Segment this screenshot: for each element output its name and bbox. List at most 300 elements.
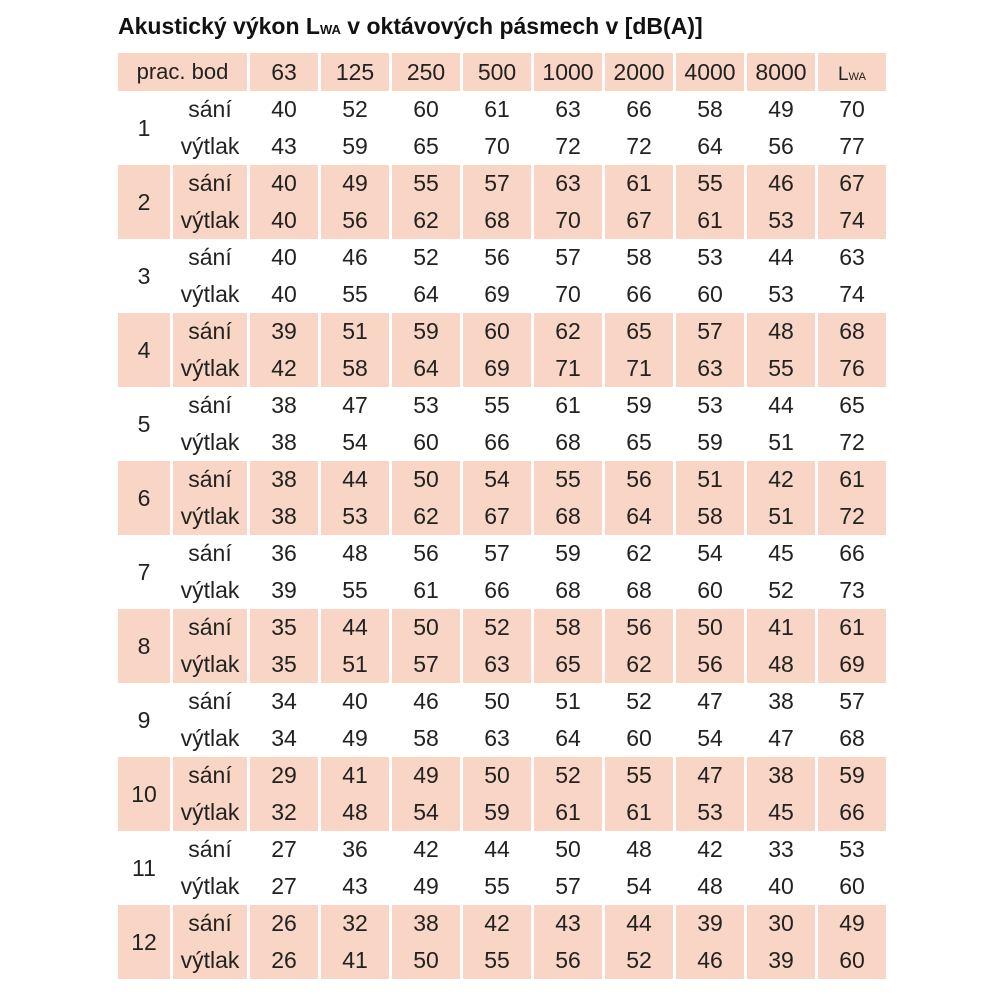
band-value-cell: 56 [676, 646, 744, 683]
band-value-cell: 60 [676, 276, 744, 313]
band-value-cell: 53 [676, 387, 744, 424]
band-value-cell: 55 [676, 165, 744, 202]
table-row [118, 905, 886, 942]
table-row [118, 276, 886, 313]
band-value-cell: 51 [676, 461, 744, 498]
band-value-cell: 27 [250, 831, 318, 868]
band-value-cell: 56 [392, 535, 460, 572]
point-group [118, 905, 886, 979]
header-band: 500 [463, 53, 531, 91]
total-value-cell: 66 [818, 794, 886, 831]
row-label-vytlak: výtlak [173, 128, 247, 165]
total-value-cell: 53 [818, 831, 886, 868]
band-value-cell: 45 [747, 794, 815, 831]
band-value-cell: 46 [321, 239, 389, 276]
band-value-cell: 48 [321, 535, 389, 572]
point-number: 9 [118, 683, 170, 757]
band-value-cell: 55 [392, 165, 460, 202]
band-value-cell: 56 [463, 239, 531, 276]
table-title [118, 6, 703, 46]
band-value-cell: 47 [321, 387, 389, 424]
band-value-cell: 56 [605, 609, 673, 646]
band-value-cell: 72 [605, 128, 673, 165]
band-value-cell: 57 [463, 535, 531, 572]
header-band: 4000 [676, 53, 744, 91]
band-value-cell: 61 [534, 387, 602, 424]
row-label-vytlak: výtlak [173, 942, 247, 979]
band-value-cell: 39 [250, 572, 318, 609]
total-value-cell: 72 [818, 424, 886, 461]
table-row [118, 165, 886, 202]
total-value-cell: 69 [818, 646, 886, 683]
band-value-cell: 38 [250, 424, 318, 461]
row-label-vytlak: výtlak [173, 424, 247, 461]
title-text: Akustický výkon L [118, 13, 320, 39]
band-value-cell: 68 [534, 572, 602, 609]
point-number: 10 [118, 757, 170, 831]
table-row [118, 239, 886, 276]
table-row [118, 794, 886, 831]
point-group [118, 757, 886, 831]
band-value-cell: 69 [463, 350, 531, 387]
row-label-vytlak: výtlak [173, 350, 247, 387]
point-group [118, 535, 886, 609]
band-value-cell: 55 [463, 387, 531, 424]
band-value-cell: 71 [605, 350, 673, 387]
header-band: 1000 [534, 53, 602, 91]
row-label-sani: sání [173, 239, 247, 276]
table-row [118, 424, 886, 461]
title-subscript: WA [319, 22, 341, 37]
band-value-cell: 41 [747, 609, 815, 646]
band-value-cell: 65 [605, 313, 673, 350]
band-value-cell: 70 [463, 128, 531, 165]
table-row [118, 868, 886, 905]
band-value-cell: 60 [463, 313, 531, 350]
point-group [118, 683, 886, 757]
band-value-cell: 50 [392, 461, 460, 498]
band-value-cell: 70 [534, 202, 602, 239]
total-value-cell: 72 [818, 498, 886, 535]
band-value-cell: 68 [605, 572, 673, 609]
band-value-cell: 43 [321, 868, 389, 905]
band-value-cell: 44 [747, 239, 815, 276]
band-value-cell: 58 [676, 498, 744, 535]
band-value-cell: 42 [463, 905, 531, 942]
band-value-cell: 47 [676, 683, 744, 720]
band-value-cell: 51 [321, 313, 389, 350]
table-row [118, 461, 886, 498]
band-value-cell: 63 [676, 350, 744, 387]
band-value-cell: 30 [747, 905, 815, 942]
row-label-sani: sání [173, 831, 247, 868]
band-value-cell: 40 [250, 276, 318, 313]
band-value-cell: 50 [534, 831, 602, 868]
band-value-cell: 43 [250, 128, 318, 165]
band-value-cell: 36 [250, 535, 318, 572]
band-value-cell: 34 [250, 720, 318, 757]
table-row [118, 831, 886, 868]
total-value-cell: 74 [818, 202, 886, 239]
row-label-vytlak: výtlak [173, 202, 247, 239]
band-value-cell: 40 [250, 202, 318, 239]
total-value-cell: 70 [818, 91, 886, 128]
band-value-cell: 60 [392, 91, 460, 128]
band-value-cell: 38 [747, 757, 815, 794]
band-value-cell: 65 [392, 128, 460, 165]
band-value-cell: 32 [250, 794, 318, 831]
point-number: 11 [118, 831, 170, 905]
header-row [118, 53, 886, 91]
band-value-cell: 55 [534, 461, 602, 498]
band-value-cell: 43 [534, 905, 602, 942]
total-value-cell: 65 [818, 387, 886, 424]
total-value-cell: 66 [818, 535, 886, 572]
band-value-cell: 54 [676, 535, 744, 572]
band-value-cell: 64 [605, 498, 673, 535]
band-value-cell: 59 [392, 313, 460, 350]
band-value-cell: 52 [392, 239, 460, 276]
band-value-cell: 66 [605, 91, 673, 128]
point-number: 12 [118, 905, 170, 979]
band-value-cell: 48 [605, 831, 673, 868]
point-group [118, 91, 886, 165]
header-total-sub: WA [848, 70, 866, 83]
table-row [118, 572, 886, 609]
band-value-cell: 59 [321, 128, 389, 165]
band-value-cell: 63 [534, 165, 602, 202]
band-value-cell: 60 [676, 572, 744, 609]
band-value-cell: 46 [392, 683, 460, 720]
total-value-cell: 61 [818, 609, 886, 646]
band-value-cell: 26 [250, 905, 318, 942]
table-row [118, 313, 886, 350]
band-value-cell: 59 [463, 794, 531, 831]
table-row [118, 128, 886, 165]
band-value-cell: 46 [676, 942, 744, 979]
band-value-cell: 66 [463, 572, 531, 609]
band-value-cell: 58 [605, 239, 673, 276]
band-value-cell: 63 [463, 646, 531, 683]
band-value-cell: 47 [747, 720, 815, 757]
band-value-cell: 51 [321, 646, 389, 683]
header-point: prac. bod [118, 53, 247, 91]
point-group [118, 313, 886, 387]
table-row [118, 757, 886, 794]
row-label-vytlak: výtlak [173, 794, 247, 831]
table-row [118, 720, 886, 757]
band-value-cell: 57 [463, 165, 531, 202]
band-value-cell: 44 [605, 905, 673, 942]
table-row [118, 609, 886, 646]
row-label-vytlak: výtlak [173, 572, 247, 609]
band-value-cell: 48 [747, 313, 815, 350]
band-value-cell: 57 [676, 313, 744, 350]
band-value-cell: 58 [534, 609, 602, 646]
band-value-cell: 54 [676, 720, 744, 757]
band-value-cell: 40 [250, 239, 318, 276]
band-value-cell: 48 [676, 868, 744, 905]
band-value-cell: 53 [747, 202, 815, 239]
band-value-cell: 44 [747, 387, 815, 424]
acoustic-power-table [115, 53, 889, 979]
band-value-cell: 68 [463, 202, 531, 239]
row-label-vytlak: výtlak [173, 868, 247, 905]
table-row [118, 202, 886, 239]
band-value-cell: 51 [747, 424, 815, 461]
total-value-cell: 73 [818, 572, 886, 609]
point-number: 1 [118, 91, 170, 165]
band-value-cell: 56 [534, 942, 602, 979]
header-band: 63 [250, 53, 318, 91]
band-value-cell: 50 [463, 683, 531, 720]
header-total-main: L [838, 63, 849, 85]
band-value-cell: 62 [534, 313, 602, 350]
band-value-cell: 44 [321, 461, 389, 498]
point-group [118, 387, 886, 461]
header-band: 125 [321, 53, 389, 91]
band-value-cell: 54 [321, 424, 389, 461]
band-value-cell: 33 [747, 831, 815, 868]
total-value-cell: 63 [818, 239, 886, 276]
table-row [118, 942, 886, 979]
band-value-cell: 49 [392, 868, 460, 905]
band-value-cell: 44 [463, 831, 531, 868]
band-value-cell: 40 [250, 91, 318, 128]
band-value-cell: 54 [463, 461, 531, 498]
header-band: 2000 [605, 53, 673, 91]
band-value-cell: 68 [534, 424, 602, 461]
band-value-cell: 66 [605, 276, 673, 313]
band-value-cell: 63 [534, 91, 602, 128]
band-value-cell: 52 [605, 942, 673, 979]
band-value-cell: 58 [392, 720, 460, 757]
band-value-cell: 62 [605, 535, 673, 572]
row-label-sani: sání [173, 535, 247, 572]
band-value-cell: 32 [321, 905, 389, 942]
band-value-cell: 46 [747, 165, 815, 202]
band-value-cell: 52 [463, 609, 531, 646]
band-value-cell: 58 [676, 91, 744, 128]
band-value-cell: 50 [676, 609, 744, 646]
row-label-sani: sání [173, 387, 247, 424]
band-value-cell: 49 [747, 91, 815, 128]
band-value-cell: 49 [321, 720, 389, 757]
band-value-cell: 62 [392, 202, 460, 239]
band-value-cell: 39 [747, 942, 815, 979]
band-value-cell: 58 [321, 350, 389, 387]
band-value-cell: 50 [392, 609, 460, 646]
total-value-cell: 68 [818, 720, 886, 757]
band-value-cell: 42 [250, 350, 318, 387]
header-band: 8000 [747, 53, 815, 91]
title-text-suffix: v oktávových pásmech v [dB(A)] [340, 13, 703, 39]
band-value-cell: 53 [321, 498, 389, 535]
band-value-cell: 50 [392, 942, 460, 979]
band-value-cell: 66 [463, 424, 531, 461]
band-value-cell: 63 [463, 720, 531, 757]
table-row [118, 683, 886, 720]
band-value-cell: 52 [534, 757, 602, 794]
band-value-cell: 48 [747, 646, 815, 683]
band-value-cell: 65 [605, 424, 673, 461]
table-row [118, 646, 886, 683]
band-value-cell: 62 [605, 646, 673, 683]
point-group [118, 239, 886, 313]
point-number: 6 [118, 461, 170, 535]
table-row [118, 498, 886, 535]
band-value-cell: 61 [463, 91, 531, 128]
band-value-cell: 59 [676, 424, 744, 461]
row-label-sani: sání [173, 461, 247, 498]
band-value-cell: 54 [605, 868, 673, 905]
table-row [118, 535, 886, 572]
band-value-cell: 40 [321, 683, 389, 720]
row-label-sani: sání [173, 609, 247, 646]
table-header [118, 53, 886, 91]
table-row [118, 91, 886, 128]
band-value-cell: 57 [534, 868, 602, 905]
band-value-cell: 62 [392, 498, 460, 535]
total-value-cell: 49 [818, 905, 886, 942]
band-value-cell: 39 [250, 313, 318, 350]
row-label-sani: sání [173, 683, 247, 720]
band-value-cell: 57 [534, 239, 602, 276]
band-value-cell: 64 [392, 276, 460, 313]
point-number: 4 [118, 313, 170, 387]
row-label-vytlak: výtlak [173, 646, 247, 683]
total-value-cell: 57 [818, 683, 886, 720]
band-value-cell: 51 [747, 498, 815, 535]
band-value-cell: 38 [747, 683, 815, 720]
header-band: 250 [392, 53, 460, 91]
band-value-cell: 55 [605, 757, 673, 794]
band-value-cell: 70 [534, 276, 602, 313]
band-value-cell: 40 [747, 868, 815, 905]
table-row [118, 387, 886, 424]
point-group [118, 461, 886, 535]
band-value-cell: 42 [392, 831, 460, 868]
point-group [118, 165, 886, 239]
band-value-cell: 55 [463, 868, 531, 905]
point-number: 5 [118, 387, 170, 461]
point-group [118, 609, 886, 683]
band-value-cell: 52 [321, 91, 389, 128]
band-value-cell: 54 [392, 794, 460, 831]
band-value-cell: 64 [534, 720, 602, 757]
band-value-cell: 52 [747, 572, 815, 609]
row-label-sani: sání [173, 757, 247, 794]
band-value-cell: 71 [534, 350, 602, 387]
band-value-cell: 51 [534, 683, 602, 720]
band-value-cell: 52 [605, 683, 673, 720]
band-value-cell: 55 [321, 572, 389, 609]
band-value-cell: 60 [605, 720, 673, 757]
band-value-cell: 49 [392, 757, 460, 794]
band-value-cell: 67 [463, 498, 531, 535]
band-value-cell: 41 [321, 942, 389, 979]
band-value-cell: 61 [534, 794, 602, 831]
point-number: 3 [118, 239, 170, 313]
band-value-cell: 68 [534, 498, 602, 535]
band-value-cell: 39 [676, 905, 744, 942]
row-label-sani: sání [173, 91, 247, 128]
band-value-cell: 69 [463, 276, 531, 313]
total-value-cell: 68 [818, 313, 886, 350]
band-value-cell: 38 [392, 905, 460, 942]
band-value-cell: 38 [250, 461, 318, 498]
row-label-sani: sání [173, 313, 247, 350]
band-value-cell: 60 [392, 424, 460, 461]
band-value-cell: 29 [250, 757, 318, 794]
row-label-sani: sání [173, 905, 247, 942]
band-value-cell: 44 [321, 609, 389, 646]
band-value-cell: 50 [463, 757, 531, 794]
band-value-cell: 42 [747, 461, 815, 498]
total-value-cell: 76 [818, 350, 886, 387]
band-value-cell: 45 [747, 535, 815, 572]
band-value-cell: 56 [747, 128, 815, 165]
band-value-cell: 34 [250, 683, 318, 720]
band-value-cell: 59 [605, 387, 673, 424]
band-value-cell: 59 [534, 535, 602, 572]
band-value-cell: 53 [392, 387, 460, 424]
band-value-cell: 64 [676, 128, 744, 165]
band-value-cell: 61 [605, 165, 673, 202]
total-value-cell: 61 [818, 461, 886, 498]
total-value-cell: 59 [818, 757, 886, 794]
point-group [118, 831, 886, 905]
band-value-cell: 35 [250, 646, 318, 683]
band-value-cell: 61 [676, 202, 744, 239]
point-number: 7 [118, 535, 170, 609]
band-value-cell: 38 [250, 498, 318, 535]
total-value-cell: 60 [818, 868, 886, 905]
band-value-cell: 55 [747, 350, 815, 387]
band-value-cell: 42 [676, 831, 744, 868]
band-value-cell: 67 [605, 202, 673, 239]
band-value-cell: 55 [463, 942, 531, 979]
band-value-cell: 53 [747, 276, 815, 313]
band-value-cell: 53 [676, 794, 744, 831]
total-value-cell: 74 [818, 276, 886, 313]
band-value-cell: 27 [250, 868, 318, 905]
band-value-cell: 48 [321, 794, 389, 831]
point-number: 2 [118, 165, 170, 239]
band-value-cell: 49 [321, 165, 389, 202]
band-value-cell: 72 [534, 128, 602, 165]
band-value-cell: 61 [605, 794, 673, 831]
band-value-cell: 65 [534, 646, 602, 683]
table-row [118, 350, 886, 387]
band-value-cell: 47 [676, 757, 744, 794]
band-value-cell: 41 [321, 757, 389, 794]
band-value-cell: 40 [250, 165, 318, 202]
band-value-cell: 36 [321, 831, 389, 868]
point-number: 8 [118, 609, 170, 683]
row-label-vytlak: výtlak [173, 276, 247, 313]
band-value-cell: 61 [392, 572, 460, 609]
band-value-cell: 26 [250, 942, 318, 979]
band-value-cell: 56 [605, 461, 673, 498]
band-value-cell: 57 [392, 646, 460, 683]
band-value-cell: 35 [250, 609, 318, 646]
row-label-vytlak: výtlak [173, 720, 247, 757]
row-label-vytlak: výtlak [173, 498, 247, 535]
total-value-cell: 67 [818, 165, 886, 202]
band-value-cell: 64 [392, 350, 460, 387]
band-value-cell: 53 [676, 239, 744, 276]
